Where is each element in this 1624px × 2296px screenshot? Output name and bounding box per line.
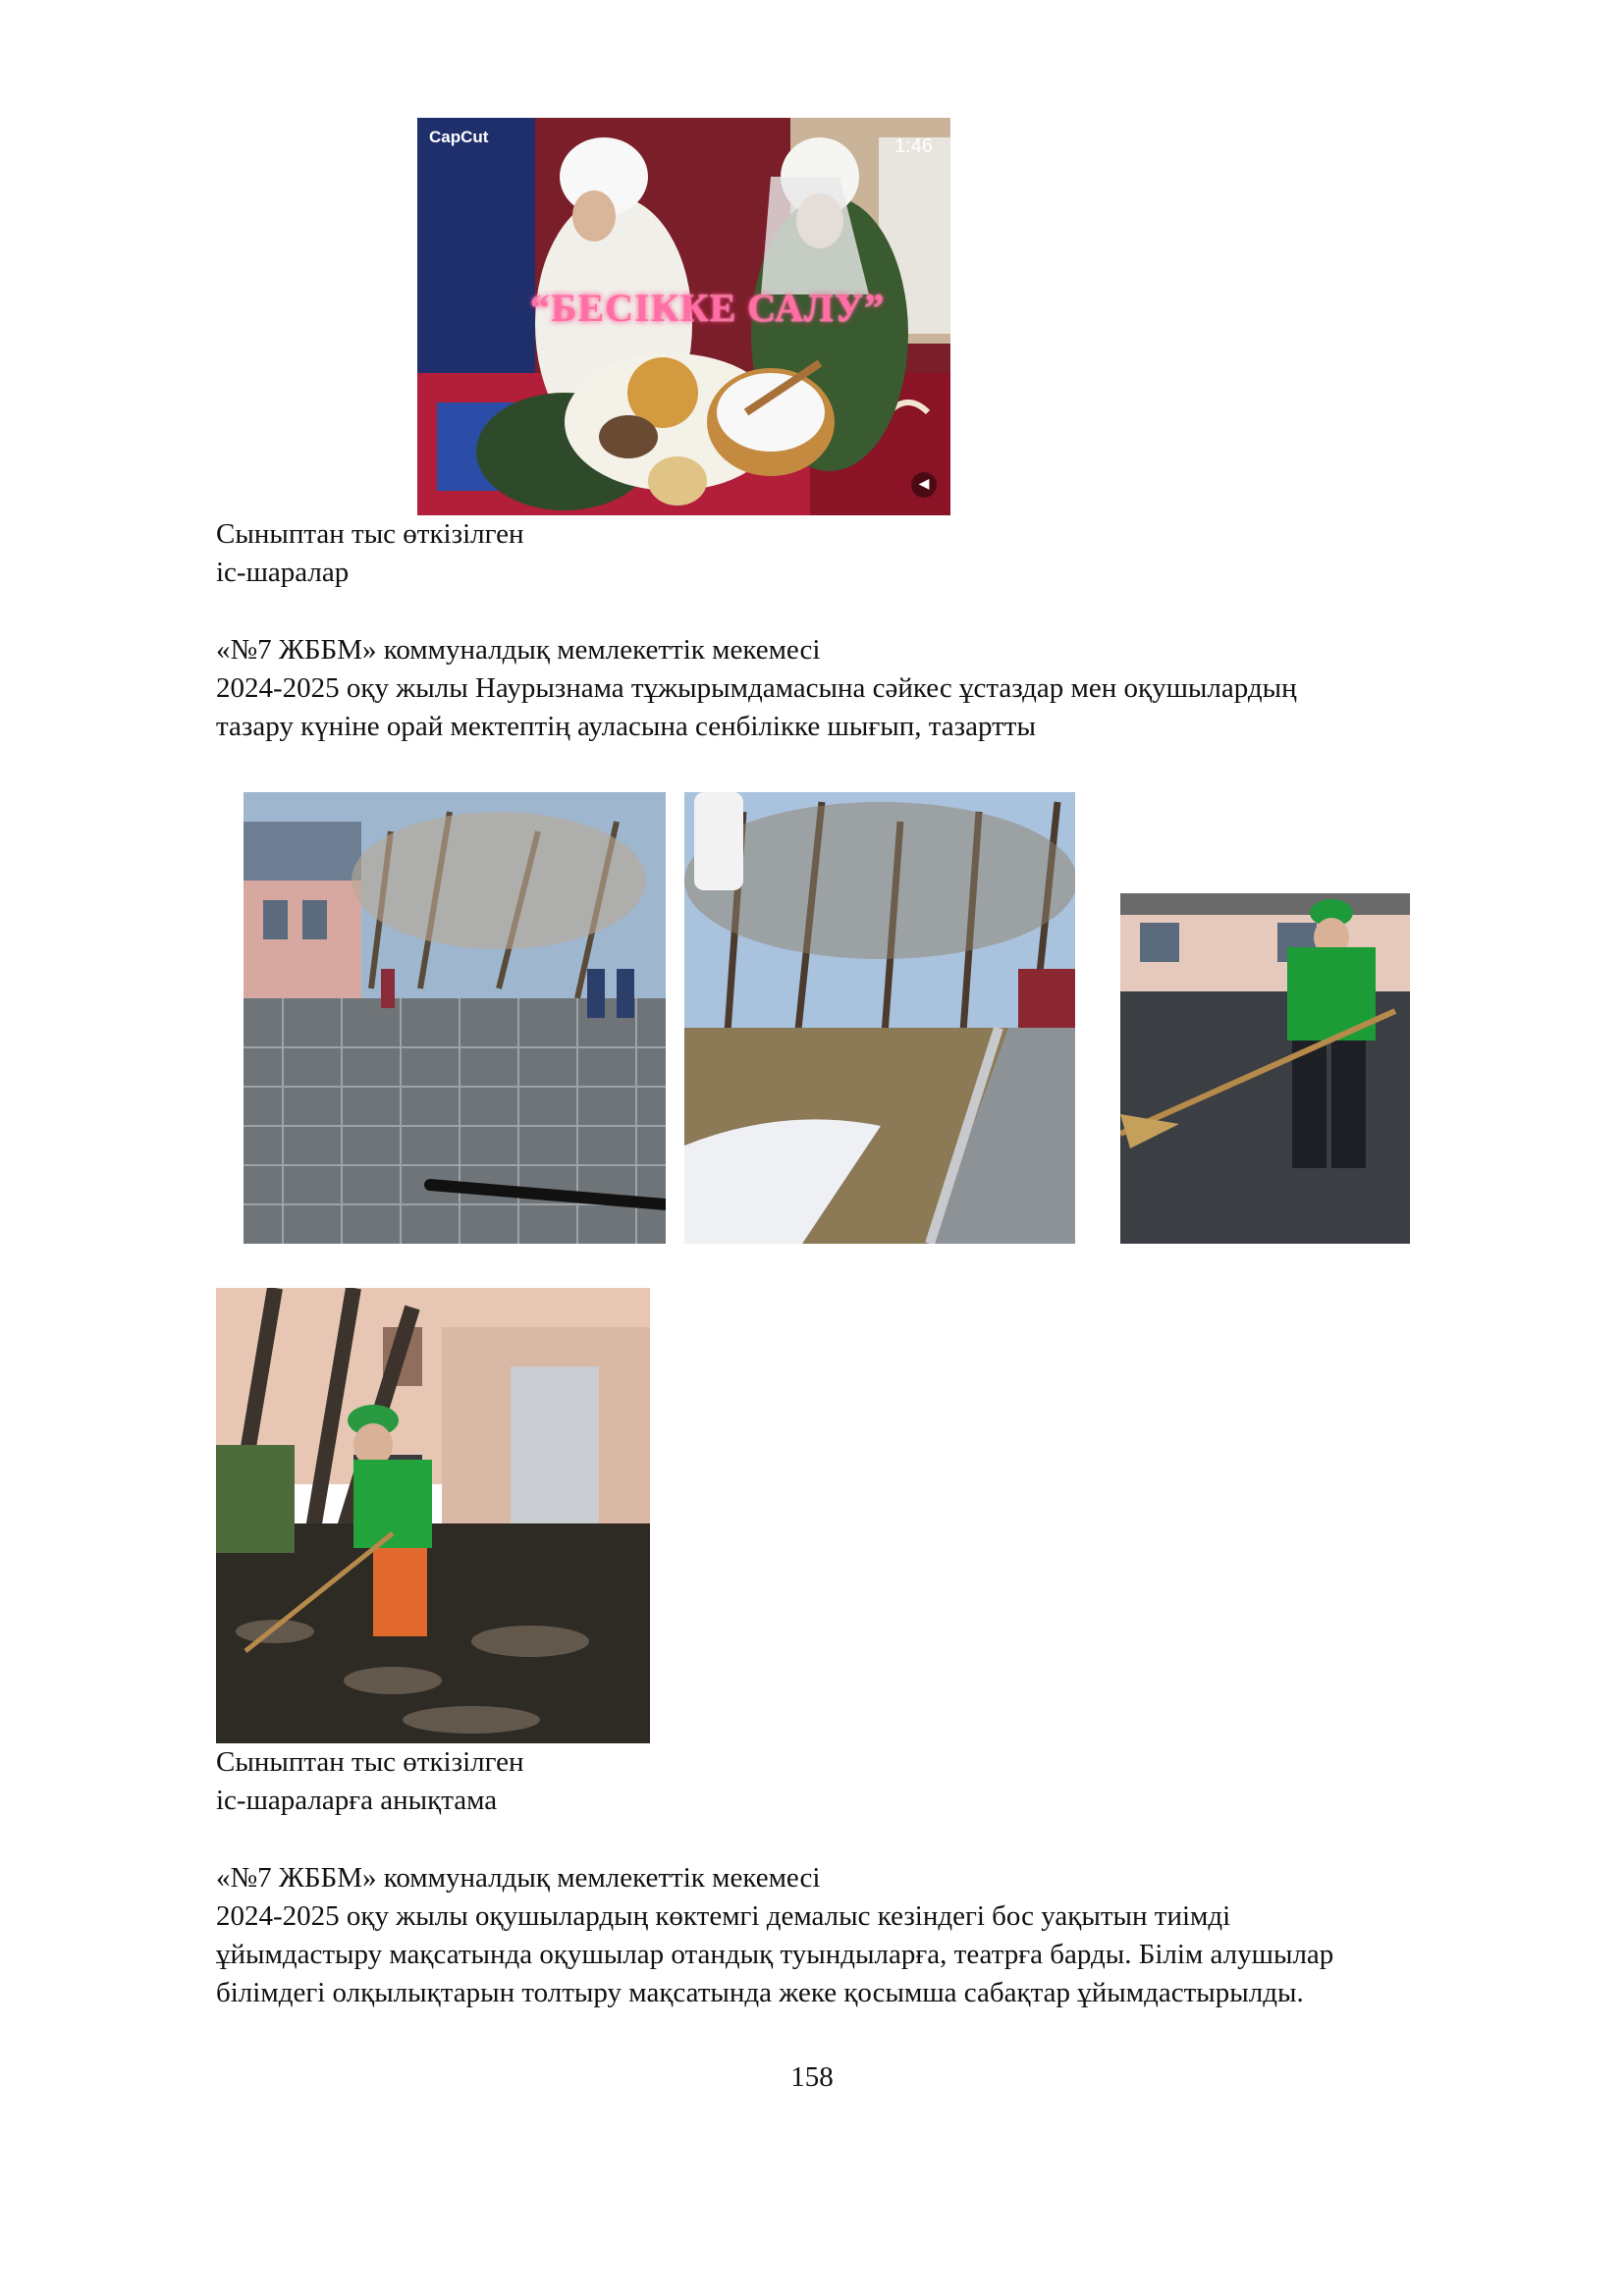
cleaning-photo-raking	[216, 1288, 650, 1743]
video-title-overlay: “БЕСІККЕ САЛУ”	[530, 286, 886, 330]
besikke-salu-photo	[417, 118, 950, 515]
section-body-line: білімдегі олқылықтарын толтыру мақсатында жеке қосымша сабақтар ұйымдастырылды.	[216, 1977, 1304, 2008]
caption-line: Сыныптан тыс өткізілген	[216, 518, 524, 550]
caption-line: іс-шаралар	[216, 557, 350, 588]
section-body-line: ұйымдастыру мақсатында оқушылар отандық туындыларға, театрға барды. Білім алушылар	[216, 1939, 1334, 1970]
volume-icon: ◀	[911, 472, 937, 498]
cleaning-photo-schoolyard	[244, 792, 666, 1244]
cleaning-photo-alley	[684, 792, 1075, 1244]
section-body-line: тазару күніне орай мектептің ауласына сенбілікке шығып, тазартты	[216, 711, 1036, 742]
section-heading: «№7 ЖББМ» коммуналдық мемлекеттік мекемесі	[216, 634, 821, 666]
section-heading: «№7 ЖББМ» коммуналдық мемлекеттік мекемесі	[216, 1862, 821, 1894]
cleaning-photo-broom	[1120, 893, 1410, 1244]
section-body-line: 2024-2025 оқу жылы Наурызнама тұжырымдамасына сәйкес ұстаздар мен оқушылардың	[216, 672, 1297, 704]
caption-line: іс-шараларға анықтама	[216, 1785, 498, 1816]
capcut-badge: CapCut	[429, 128, 489, 146]
page-number: 158	[790, 2061, 834, 2093]
section-body-line: 2024-2025 оқу жылы оқушылардың көктемгі демалыс кезіндегі бос уақытын тиімді	[216, 1900, 1231, 1932]
caption-line: Сыныптан тыс өткізілген	[216, 1746, 524, 1778]
video-timestamp: 1:46	[894, 135, 933, 157]
